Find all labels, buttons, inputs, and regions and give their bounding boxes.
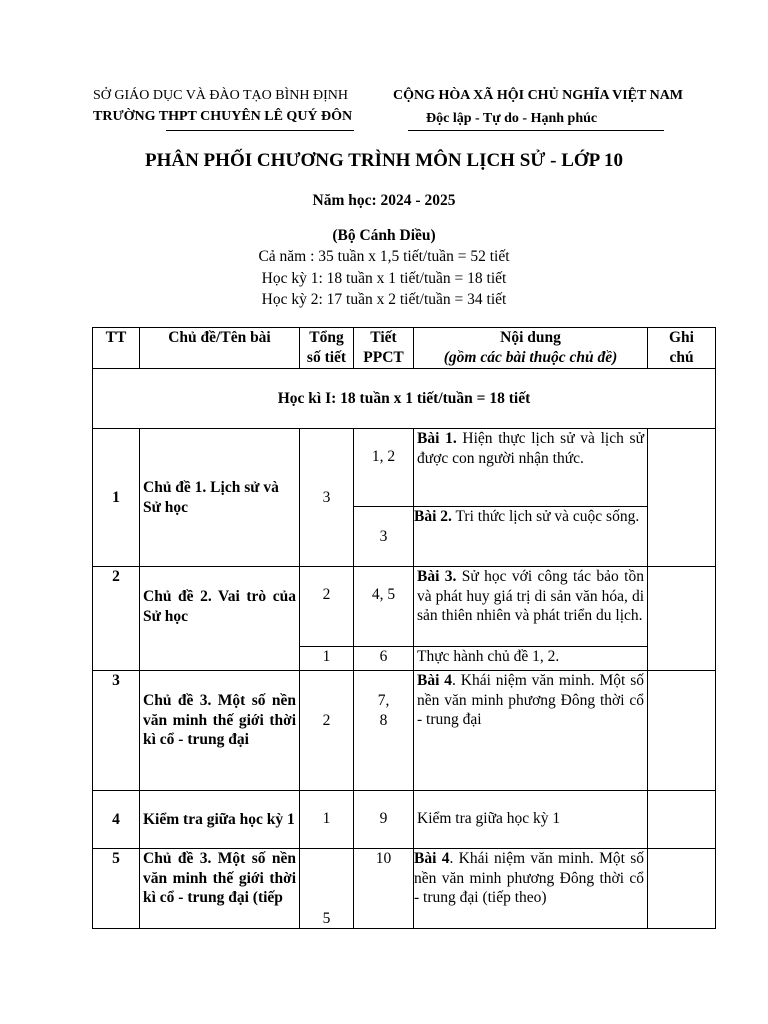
motto: Độc lập - Tự do - Hạnh phúc bbox=[426, 111, 598, 126]
row5-total: 5 bbox=[300, 849, 354, 929]
col-header-note: Ghi chú bbox=[648, 328, 716, 369]
table-header-row bbox=[93, 328, 716, 369]
motto-underline bbox=[408, 130, 664, 131]
row1a-ppct: 1, 2 bbox=[354, 429, 414, 507]
row5-tt: 5 bbox=[93, 849, 140, 929]
school-name: TRƯỜNG THPT CHUYÊN LÊ QUÝ ĐÔN bbox=[93, 109, 353, 124]
row2a-ppct: 4, 5 bbox=[354, 567, 414, 647]
row1-topic: Chủ đề 1. Lịch sử và Sử học bbox=[140, 429, 300, 567]
row1a-content: Bài 1. Hiện thực lịch sử và lịch sử được con người nhận thức. bbox=[414, 429, 648, 507]
row3-content: Bài 4. Khái niệm văn minh. Một số nền văn minh phương Đông thời cổ - trung đại bbox=[414, 671, 648, 791]
row4-tt: 4 bbox=[93, 791, 140, 849]
col-header-topic: Chủ đề/Tên bài bbox=[140, 328, 300, 369]
row3-topic: Chủ đề 3. Một số nền văn minh thế giới thời kì cổ - trung đại bbox=[140, 671, 300, 791]
row2-tt: 2 bbox=[93, 567, 140, 671]
row5-topic: Chủ đề 3. Một số nền văn minh thế giới thời kì cổ - trung đại (tiếp bbox=[140, 849, 300, 929]
row2a-content: Bài 3. Sử học với công tác bảo tồn và phát huy giá trị di sản văn hóa, di sản thiên nhiên và phát triển du lịch. bbox=[414, 567, 648, 647]
row5-note bbox=[648, 849, 716, 929]
row1-note bbox=[648, 429, 716, 567]
row1b-content: Bài 2. Tri thức lịch sử và cuộc sống. bbox=[414, 507, 648, 567]
row3-ppct: 7, 8 bbox=[354, 671, 414, 791]
row3-note bbox=[648, 671, 716, 791]
semester2-summary: Học kỳ 2: 17 tuần x 2 tiết/tuần = 34 tiết bbox=[261, 291, 507, 308]
col-header-tt: TT bbox=[93, 328, 140, 369]
country-name: CỘNG HÒA XÃ HỘI CHỦ NGHĨA VIỆT NAM bbox=[393, 88, 684, 103]
semester1-summary: Học kỳ 1: 18 tuần x 1 tiết/tuần = 18 tiết bbox=[261, 270, 507, 287]
semester-heading: Học kì I: 18 tuần x 1 tiết/tuần = 18 tiết bbox=[93, 369, 716, 429]
table-row bbox=[93, 429, 716, 507]
page-title: PHÂN PHỐI CHƯƠNG TRÌNH MÔN LỊCH SỬ - LỚP 10 bbox=[144, 150, 623, 171]
department-name: SỞ GIÁO DỤC VÀ ĐÀO TẠO BÌNH ĐỊNH bbox=[93, 88, 348, 103]
row2-note bbox=[648, 567, 716, 671]
col-header-total: Tổng số tiết bbox=[300, 328, 354, 369]
row2b-content: Thực hành chủ đề 1, 2. bbox=[414, 647, 648, 671]
row4-note bbox=[648, 791, 716, 849]
row2b-total: 1 bbox=[300, 647, 354, 671]
semester-row bbox=[93, 369, 716, 429]
row2b-ppct: 6 bbox=[354, 647, 414, 671]
row4-total: 1 bbox=[300, 791, 354, 849]
row2a-total: 2 bbox=[300, 567, 354, 647]
table-row bbox=[93, 849, 716, 929]
row5-ppct: 10 bbox=[354, 849, 414, 929]
row3-tt: 3 bbox=[93, 671, 140, 791]
table-row bbox=[93, 671, 716, 791]
row3-total: 2 bbox=[300, 671, 354, 791]
table-row bbox=[93, 791, 716, 849]
table-row bbox=[93, 567, 716, 647]
row1-tt: 1 bbox=[93, 429, 140, 567]
row2-topic: Chủ đề 2. Vai trò của Sử học bbox=[140, 567, 300, 671]
col-header-content: Nội dung (gồm các bài thuộc chủ đề) bbox=[414, 328, 648, 369]
col-header-ppct: Tiết PPCT bbox=[354, 328, 414, 369]
row5-content: Bài 4. Khái niệm văn minh. Một số nền văn minh phương Đông thời cổ - trung đại (tiếp theo) bbox=[414, 849, 648, 929]
row1b-ppct: 3 bbox=[354, 507, 414, 567]
row1-total: 3 bbox=[300, 429, 354, 567]
row4-content: Kiểm tra giữa học kỳ 1 bbox=[414, 791, 648, 849]
whole-year-summary: Cả năm : 35 tuần x 1,5 tiết/tuần = 52 tiết bbox=[258, 248, 510, 265]
school-underline bbox=[166, 130, 354, 131]
row4-ppct: 9 bbox=[354, 791, 414, 849]
row4-topic: Kiểm tra giữa học kỳ 1 bbox=[140, 791, 300, 849]
curriculum-table bbox=[92, 327, 716, 929]
school-year: Năm học: 2024 - 2025 bbox=[312, 192, 456, 209]
book-series: (Bộ Cánh Diều) bbox=[332, 227, 436, 244]
